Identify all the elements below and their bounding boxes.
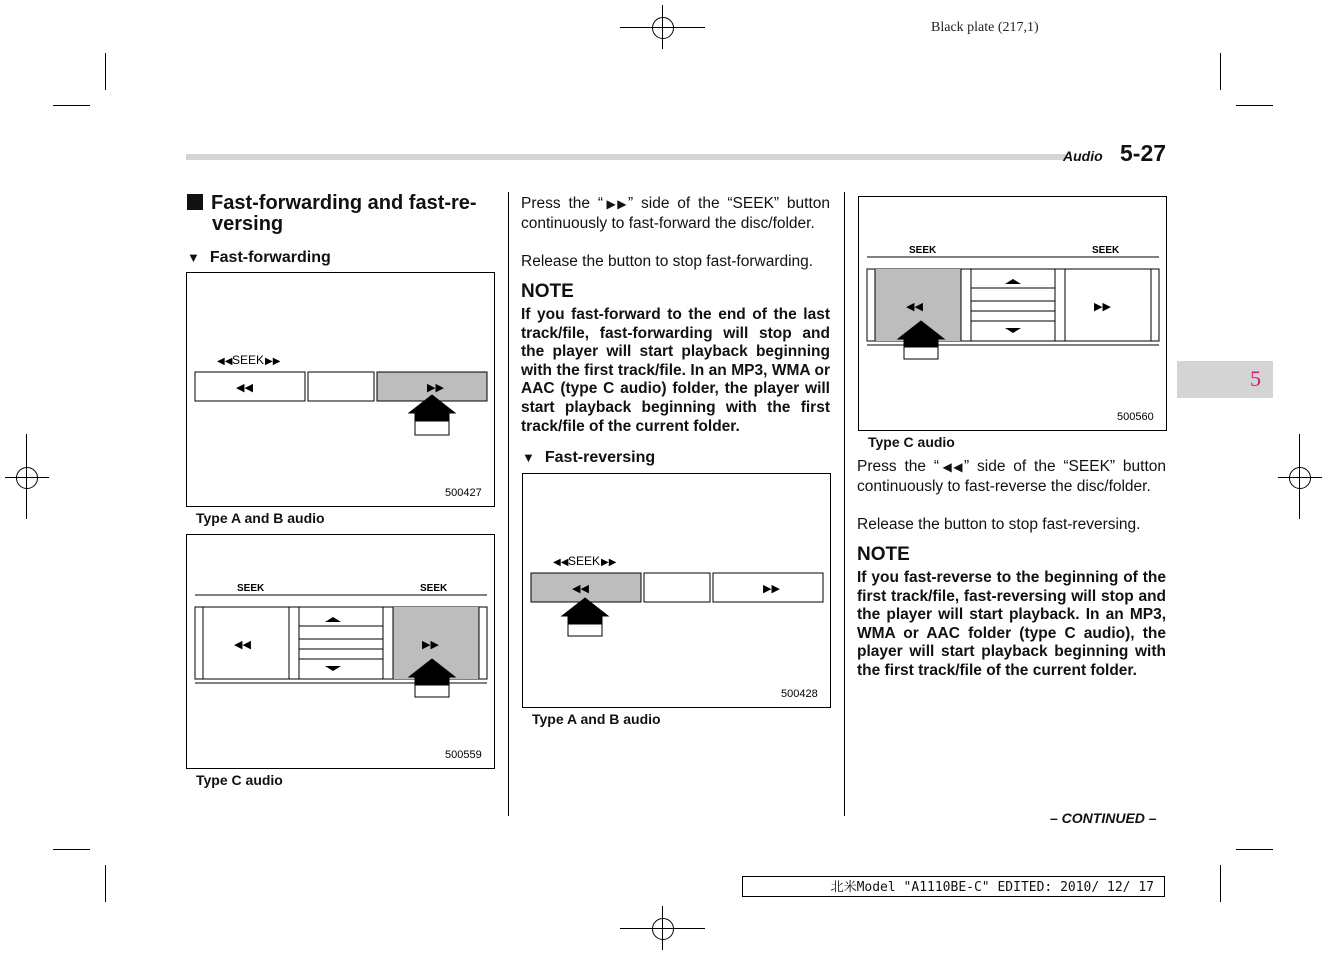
body-paragraph: Press the “◀◀” side of the “SEEK” button continuously to fast-reverse the disc/folder. <box>857 458 1166 495</box>
svg-text:SEEK: SEEK <box>237 583 265 594</box>
body-paragraph: Release the button to stop fast-reversing. <box>857 516 1141 533</box>
svg-text:SEEK: SEEK <box>1092 245 1120 256</box>
svg-text:▶▶: ▶▶ <box>763 583 780 595</box>
svg-text:◀◀: ◀◀ <box>572 583 589 595</box>
svg-text:◀◀: ◀◀ <box>906 301 923 313</box>
note-heading: NOTE <box>857 544 910 565</box>
svg-text:▶▶: ▶▶ <box>265 356 281 367</box>
section-heading: Fast-forwarding and fast-re- versing <box>187 193 487 235</box>
figure-code: 500428 <box>781 688 818 700</box>
figure-caption: Type A and B audio <box>532 711 661 727</box>
svg-text:◀◀: ◀◀ <box>553 557 569 568</box>
svg-text:▶▶: ▶▶ <box>427 382 444 394</box>
svg-text:▶▶: ▶▶ <box>1094 301 1111 313</box>
figure-caption: Type C audio <box>868 434 955 450</box>
svg-text:◀◀: ◀◀ <box>234 639 251 651</box>
plate-label: Black plate (217,1) <box>931 20 1039 35</box>
figure-type-c-forward <box>186 534 495 769</box>
figure-type-ab-forward <box>186 272 495 507</box>
figure-code: 500560 <box>1117 411 1154 423</box>
footer-edit-stamp: 北米Model "A1110BE-C" EDITED: 2010/ 12/ 17 <box>742 876 1165 897</box>
page-number: 5-27 <box>1120 140 1167 166</box>
fast-reverse-icon: ◀◀ <box>938 460 965 474</box>
figure-code: 500559 <box>445 749 482 761</box>
section-title: Audio <box>1063 148 1103 164</box>
figure-caption: Type C audio <box>196 772 283 788</box>
seek-label: SEEK <box>568 554 601 568</box>
sub-heading-fast-reversing: ▼ Fast-reversing <box>522 449 656 466</box>
note-text: If you fast-reverse to the beginning of the first track/file, fast-reversing will stop and the player will start playback. In an MP3, WMA or AAC folder (type C audio), the player will start playback beginning with the first track/file of the current folder. <box>857 569 1166 679</box>
continued-label: – CONTINUED – <box>1050 810 1157 826</box>
note-text: If you fast-forward to the end of the last track/file, fast-forwarding will stop and the player will start playback beginning with the first track/file. In an MP3, WMA or AAC (type C audio) folder, the player will start playback beginning with the first track/file of the current folder. <box>521 306 830 435</box>
figure-code: 500427 <box>445 487 482 499</box>
figure-type-ab-reverse <box>522 473 831 708</box>
fast-forward-icon: ▶▶ <box>602 197 629 211</box>
svg-text:◀◀: ◀◀ <box>217 356 233 367</box>
svg-text:▶▶: ▶▶ <box>422 639 439 651</box>
chapter-tab-number: 5 <box>1250 366 1261 391</box>
figure-type-c-reverse <box>858 196 1167 431</box>
figure-caption: Type A and B audio <box>196 510 325 526</box>
svg-text:SEEK: SEEK <box>909 245 937 256</box>
seek-label: SEEK <box>232 353 265 367</box>
svg-text:◀◀: ◀◀ <box>236 382 253 394</box>
body-paragraph: Release the button to stop fast-forwarding. <box>521 253 814 270</box>
column-divider <box>844 192 845 816</box>
header-bar <box>186 154 1066 160</box>
svg-text:SEEK: SEEK <box>420 583 448 594</box>
column-divider <box>508 192 509 816</box>
note-heading: NOTE <box>521 281 574 302</box>
sub-heading-fast-forwarding: ▼ Fast-forwarding <box>187 249 331 266</box>
body-paragraph: Press the “▶▶” side of the “SEEK” button continuously to fast-forward the disc/folder. <box>521 195 830 232</box>
svg-text:▶▶: ▶▶ <box>601 557 617 568</box>
